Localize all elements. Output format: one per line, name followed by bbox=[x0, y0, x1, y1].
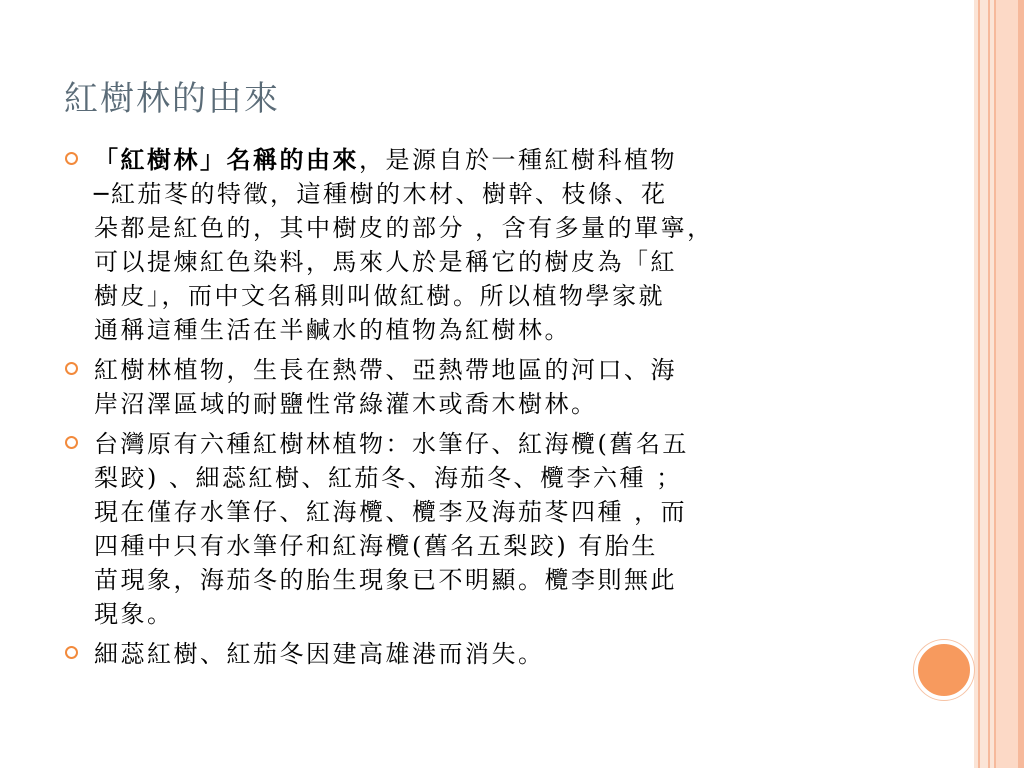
bullet-item-4 bbox=[64, 637, 864, 671]
stripe-line bbox=[978, 0, 980, 768]
decorative-stripes bbox=[974, 0, 1024, 768]
bullet-bold-lead: 「紅樹林」名稱的由來 bbox=[94, 145, 359, 174]
slide-title: 紅樹林的由來 bbox=[64, 79, 280, 119]
decorative-circle bbox=[914, 640, 974, 700]
bullet-list bbox=[64, 143, 864, 677]
bullet-marker-icon bbox=[65, 436, 78, 449]
bullet-marker-icon bbox=[65, 362, 78, 375]
bullet-marker-icon bbox=[65, 152, 78, 165]
stripe-line bbox=[988, 0, 990, 768]
bullet-marker-icon bbox=[65, 646, 78, 659]
stripe-line bbox=[1018, 0, 1024, 768]
stripe-line bbox=[994, 0, 996, 768]
stripe-band bbox=[996, 0, 1018, 768]
bullet-item-1 bbox=[64, 143, 864, 347]
bullet-text: 紅樹林植物，生長在熱帶、亞熱帶地區的河口、海 岸沼澤區域的耐鹽性常綠灌木或喬木樹林。 bbox=[94, 356, 677, 418]
bullet-text: 細蕊紅樹、紅茄冬因建高雄港而消失。 bbox=[94, 640, 545, 668]
bullet-item-2 bbox=[64, 353, 864, 421]
bullet-item-3 bbox=[64, 427, 864, 631]
bullet-text: ，是源自於一種紅樹科植物 ─紅茄苳的特徵，這種樹的木材、樹幹、枝條、花 朵都是紅色的，其中樹皮的部分 ，含有多量的單寧， 可以提煉紅色染料，馬來人於是稱它的樹皮為「紅 樹皮」，而中文名稱則叫做紅樹。所以植物學家就 通稱這種生活在半鹹水的植物為紅樹林。 bbox=[94, 146, 714, 344]
bullet-text: 台灣原有六種紅樹林植物：水筆仔、紅海欖(舊名五 梨跤) 、細蕊紅樹、紅茄冬、海茄冬、欖李六種 ； 現在僅存水筆仔、紅海欖、欖李及海茄苳四種 ，而 四種中只有水筆仔和紅海欖(舊名五梨跤) 有胎生 苗現象，海茄冬的胎生現象已不明顯。欖李則無此 現象。 bbox=[94, 430, 689, 628]
